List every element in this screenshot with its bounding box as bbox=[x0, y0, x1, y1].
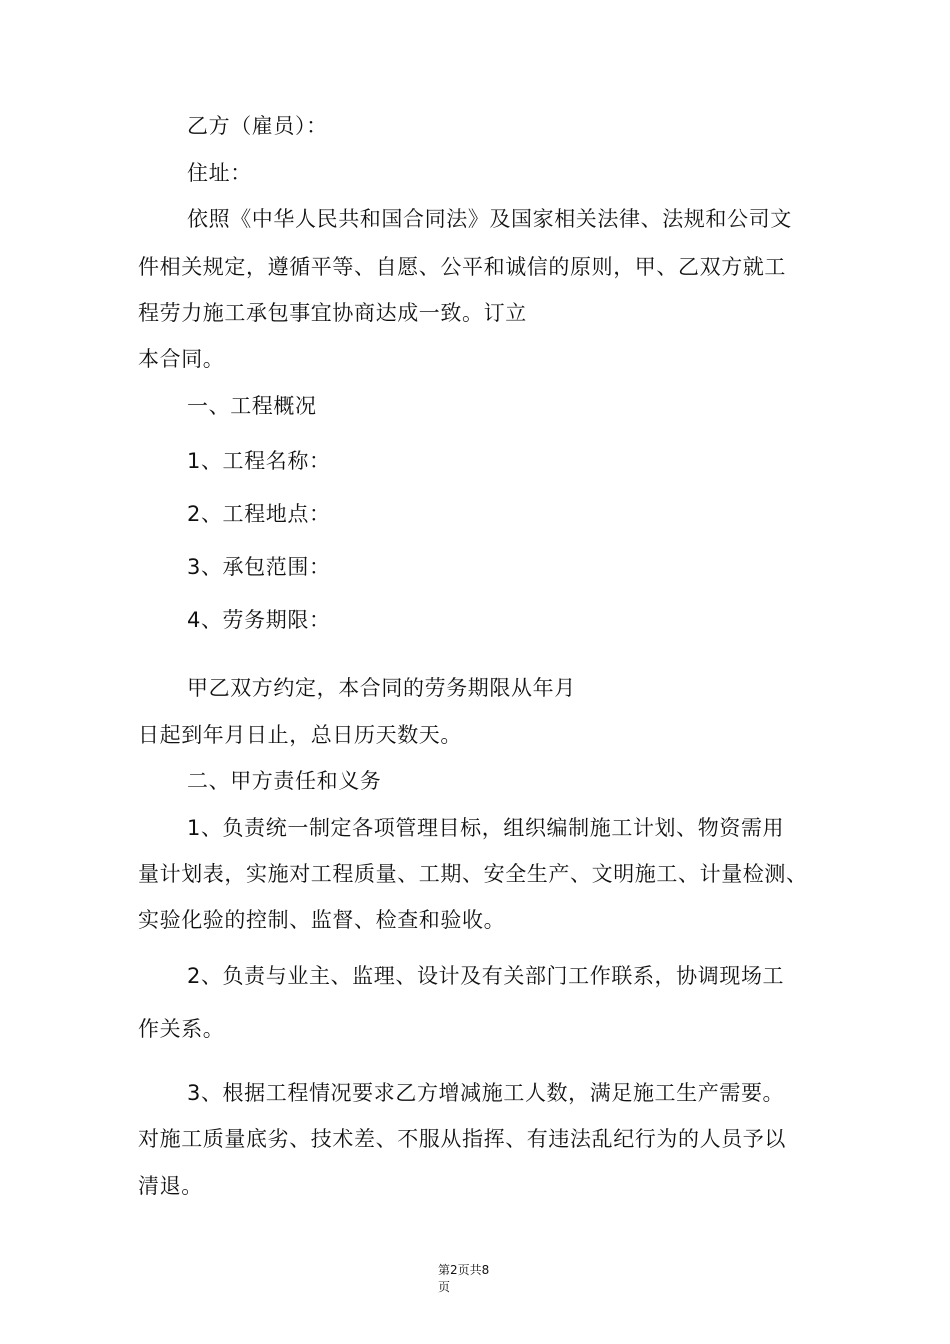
paragraph-line: 甲乙双方约定，本合同的劳务期限从年月 bbox=[187, 676, 576, 700]
preamble-line: 程劳力施工承包事宜协商达成一致。订立 bbox=[138, 301, 527, 325]
paragraph-line: 对施工质量底劣、技术差、不服从指挥、有违法乱纪行为的人员予以 bbox=[138, 1127, 786, 1151]
preamble-line: 件相关规定，遵循平等、自愿、公平和诚信的原则，甲、乙双方就工 bbox=[138, 255, 786, 279]
paragraph-line: 实验化验的控制、监督、检查和验收。 bbox=[138, 908, 506, 932]
address-label: 住址： bbox=[187, 161, 252, 185]
paragraph-line: 清退。 bbox=[138, 1174, 203, 1198]
clause-item: 4、劳务期限： bbox=[187, 608, 331, 632]
paragraph-line: 3、根据工程情况要求乙方增减施工人数，满足施工生产需要。 bbox=[187, 1081, 785, 1105]
page-number-line: 第2页共8 bbox=[438, 1263, 490, 1277]
paragraph-line: 日起到年月日止，总日历天数天。 bbox=[138, 723, 462, 747]
preamble-line: 依照《中华人民共和国合同法》及国家相关法律、法规和公司文 bbox=[187, 207, 792, 231]
clause-item: 3、承包范围： bbox=[187, 555, 331, 579]
paragraph-line: 量计划表，实施对工程质量、工期、安全生产、文明施工、计量检测、 bbox=[138, 862, 808, 886]
preamble-line: 本合同。 bbox=[138, 347, 225, 371]
clause-item: 1、工程名称： bbox=[187, 449, 331, 473]
paragraph-line: 2、负责与业主、监理、设计及有关部门工作联系，协调现场工 bbox=[187, 964, 785, 988]
section-heading: 二、甲方责任和义务 bbox=[187, 769, 382, 793]
paragraph-line: 作关系。 bbox=[138, 1017, 225, 1041]
party-b-label: 乙方（雇员）： bbox=[187, 114, 328, 138]
paragraph-line: 1、负责统一制定各项管理目标，组织编制施工计划、物资需用 bbox=[187, 816, 785, 840]
clause-item: 2、工程地点： bbox=[187, 502, 331, 526]
page-number-line: 页 bbox=[438, 1280, 451, 1294]
section-heading: 一、工程概况 bbox=[187, 394, 317, 418]
